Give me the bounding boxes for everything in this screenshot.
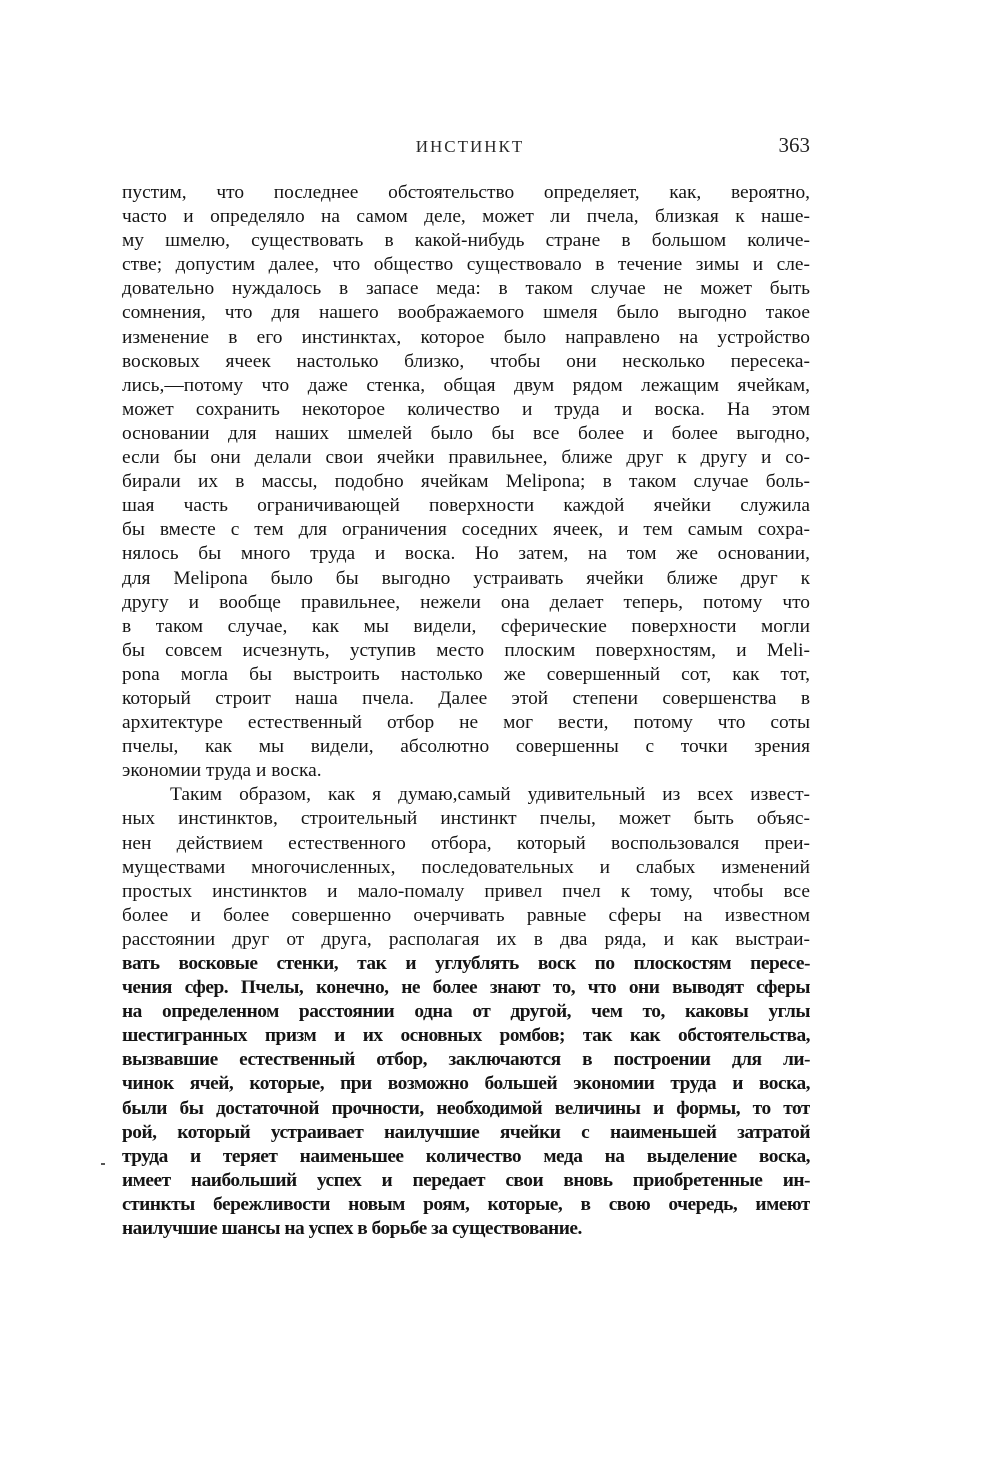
text-line: лись,—потому что даже стенка, общая двум рядом лежащим ячейкам, — [122, 374, 810, 396]
text-line: архитектуре естественный отбор не мог вести, потому что соты — [122, 712, 810, 734]
running-head: ИНСТИНКТ — [415, 137, 525, 156]
text-line: часто и определяло на самом деле, может ли пчела, близкая к наше- — [122, 206, 810, 228]
text-line: вызвавшие естественный отбор, заключаются в построении для ли- — [122, 1049, 810, 1071]
text-line: чения сфер. Пчелы, конечно, не более знают то, что они выводят сферы — [122, 977, 810, 999]
text-line: экономии труда и воска. — [122, 760, 322, 782]
text-line: довательно нуждалось в запасе меда: в таком случае не может быть — [122, 278, 810, 300]
text-line: муществами многочисленных, последовательных и слабых изменений — [122, 856, 810, 878]
paragraph-2 — [122, 783, 810, 1241]
text-line: Таким образом, как я думаю,самый удивительный из всех извест- — [170, 784, 810, 806]
text-line: были бы достаточной прочности, необходимой величины и формы, то тот — [122, 1097, 810, 1119]
text-line: сомнения, что для нашего воображаемого шмеля было выгодно такое — [122, 302, 810, 324]
text-line: пчелы, как мы видели, абсолютно совершенны с точки зрения — [122, 736, 810, 758]
text-line: имеет наибольший успех и передает свои вновь приобретенные ин- — [122, 1169, 810, 1191]
text-line: нен действием естественного отбора, который воспользовался преи- — [122, 832, 810, 854]
text-line: для Melipona было бы выгодно устраивать ячейки ближе друг к — [122, 567, 810, 589]
text-line: другу и вообще правильнее, нежели она делает теперь, потому что — [122, 591, 810, 613]
text-line: pona могла бы выстроить настолько же совершенный сот, как тот, — [122, 663, 810, 685]
text-line: му шмелю, существовать в какой-нибудь стране в большом количе- — [122, 230, 810, 252]
text-line: бы совсем исчезнуть, уступив место плоским поверхностям, и Meli- — [122, 639, 810, 661]
text-line: вать восковые стенки, так и углублять воск по плоскостям пересе- — [122, 953, 810, 974]
text-line: чинок ячей, которые, при возможно большей экономии труда и воска, — [122, 1073, 810, 1095]
text-line: ных инстинктов, строительный инстинкт пчелы, может быть объяс- — [122, 808, 810, 830]
paragraph-1 — [122, 181, 810, 783]
text-line: бы вместе с тем для ограничения соседних ячеек, и тем самым сохра- — [122, 519, 810, 541]
text-line: восковых ячеек настолько близко, чтобы они несколько пересека- — [122, 350, 810, 372]
text-line: рой, который устраивает наилучшие ячейки с наименьшей затратой — [122, 1121, 810, 1143]
text-line: расстоянии друг от друга, располагая их в два ряда, и как выстраи- — [122, 928, 810, 950]
text-line: если бы они делали свои ячейки правильнее, ближе друг к другу и со- — [122, 447, 810, 469]
text-line: стинкты бережливости новым роям, которые, в свою очередь, имеют — [122, 1193, 810, 1215]
text-line: в таком случае, как мы видели, сферические поверхности могли — [122, 615, 810, 637]
text-line: нялось бы много труда и воска. Но затем, на том же основании, — [122, 543, 810, 565]
text-line: более и более совершенно очерчивать равные сферы на известном — [122, 904, 810, 926]
page-number: 363 — [778, 133, 810, 157]
text-line: изменение в его инстинктах, которое было направлено на устройство — [122, 326, 810, 348]
scan-speck — [101, 1163, 105, 1165]
text-line: стве; допустим далее, что общество существовало в течение зимы и сле- — [122, 254, 810, 276]
text-line: труда и теряет наименьшее количество меда на выделение воска, — [122, 1145, 810, 1167]
text-line: наилучшие шансы на успех в борьбе за существование. — [122, 1218, 582, 1240]
text-line: пустим, что последнее обстоятельство определяет, как, вероятно, — [122, 182, 810, 203]
text-line: шая часть ограничивающей поверхности каждой ячейки служила — [122, 495, 810, 517]
body-text — [122, 181, 810, 1241]
text-line: шестигранных призм и их основных ромбов; так как обстоятельства, — [122, 1025, 810, 1047]
text-line: основании для наших шмелей было бы все более и более выгодно, — [122, 422, 810, 444]
text-line: на определенном расстоянии одна от другой, чем то, каковы углы — [122, 1001, 810, 1023]
text-line: который строит наша пчела. Далее этой степени совершенства в — [122, 687, 810, 709]
text-line: может сохранить некоторое количество и труда и воска. На этом — [122, 398, 810, 420]
page-header — [122, 133, 810, 163]
text-line: бирали их в массы, подобно ячейкам Melipona; в таком случае боль- — [122, 471, 810, 493]
text-line: простых инстинктов и мало-помалу привел пчел к тому, чтобы все — [122, 880, 810, 902]
